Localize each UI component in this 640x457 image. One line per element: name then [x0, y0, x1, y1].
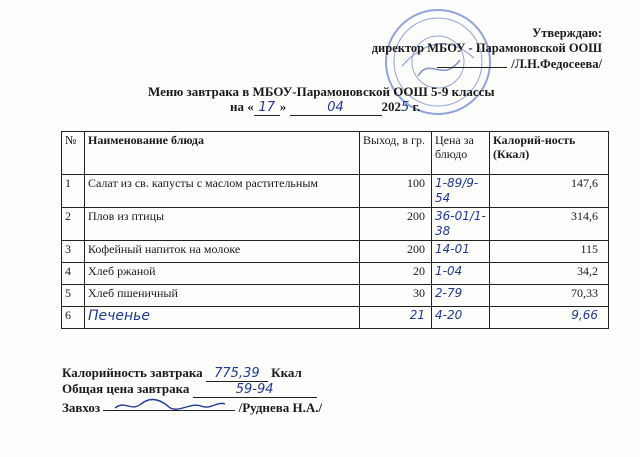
- row-price-value: 4-20: [435, 308, 463, 322]
- row-name: Салат из св. капусты с маслом растительным: [85, 175, 360, 208]
- row-output: 20: [360, 263, 432, 285]
- header-calories: Калорий-ность (Ккал): [490, 132, 609, 175]
- header-price: Цена за блюдо: [432, 132, 490, 175]
- row-price-value: 2-79: [435, 286, 463, 300]
- date-open-quote: на «: [230, 99, 254, 114]
- row-output: 100: [360, 175, 432, 208]
- date-year-prefix: 202: [381, 99, 401, 114]
- row-calories: 70,33: [490, 285, 609, 307]
- row-name: [85, 307, 360, 329]
- manager-line: [62, 398, 322, 415]
- row-output: 200: [360, 241, 432, 263]
- row-name: Хлеб пшеничный: [85, 285, 360, 307]
- table-header-row: [62, 132, 609, 175]
- row-calories-value: 9,66: [571, 308, 598, 322]
- manager-label: Завхоз: [62, 400, 101, 415]
- header-output: Выход, в гр.: [360, 132, 432, 175]
- row-num: 2: [62, 208, 85, 241]
- header-num: №: [62, 132, 85, 175]
- row-num: 6: [62, 307, 85, 329]
- approval-block: [372, 26, 602, 72]
- manager-signature: [103, 398, 235, 411]
- row-output-value: 21: [409, 308, 425, 322]
- manager-name: /Руднева Н.А./: [238, 400, 323, 415]
- row-price-value: 1-89/9-54: [435, 176, 479, 205]
- header-name: Наименование блюда: [85, 132, 360, 175]
- calories-value: 775,39: [206, 367, 268, 382]
- menu-title-text: Меню завтрака в МБОУ-Парамоновской ООШ 5-9 классы: [148, 84, 495, 99]
- table-row: [62, 208, 609, 241]
- row-price: [432, 175, 490, 208]
- date-year-digit: 5: [401, 100, 410, 115]
- handwritten-signature-icon: [109, 398, 229, 412]
- approval-position: директор МБОУ - Парамоновской ООШ: [371, 41, 602, 55]
- row-price: [432, 285, 490, 307]
- row-name: Кофейный напиток на молоке: [85, 241, 360, 263]
- row-output: 200: [360, 208, 432, 241]
- table-row: [62, 263, 609, 285]
- menu-title: [148, 84, 495, 116]
- calories-label: Калорийность завтрака: [62, 365, 203, 380]
- row-name-value: Печенье: [88, 308, 151, 324]
- approval-director-name: /Л.Н.Федосеева/: [511, 57, 602, 71]
- date-day: 17: [254, 100, 280, 116]
- row-num: 4: [62, 263, 85, 285]
- row-output: 30: [360, 285, 432, 307]
- price-summary: [62, 382, 322, 398]
- row-price-value: 36-01/1-38: [435, 209, 486, 238]
- menu-date: [148, 99, 495, 116]
- row-price: [432, 307, 490, 329]
- row-calories: [490, 307, 609, 329]
- row-num: 5: [62, 285, 85, 307]
- row-calories: 34,2: [490, 263, 609, 285]
- row-num: 1: [62, 175, 85, 208]
- row-num: 3: [62, 241, 85, 263]
- date-close-quote: »: [279, 99, 287, 114]
- calories-unit: Ккал: [271, 365, 302, 380]
- signature-line: [437, 56, 507, 68]
- menu-table: [61, 131, 609, 329]
- date-year-suffix: г.: [409, 99, 421, 114]
- row-calories: 314,6: [490, 208, 609, 241]
- approval-heading: Утверждаю:: [532, 26, 602, 40]
- table-row: [62, 307, 609, 329]
- row-price: [432, 263, 490, 285]
- row-name: Хлеб ржаной: [85, 263, 360, 285]
- row-price: [432, 241, 490, 263]
- price-value: 59-94: [193, 383, 317, 398]
- row-price-value: 14-01: [435, 242, 470, 256]
- row-calories: 147,6: [490, 175, 609, 208]
- row-price: [432, 208, 490, 241]
- summary-block: [62, 366, 322, 415]
- price-label: Общая цена завтрака: [62, 381, 190, 396]
- calories-summary: [62, 366, 322, 382]
- table-row: [62, 285, 609, 307]
- date-month: 04: [290, 100, 382, 116]
- approval-signatory: [372, 56, 602, 72]
- row-output: [360, 307, 432, 329]
- row-price-value: 1-04: [435, 264, 463, 278]
- row-calories: 115: [490, 241, 609, 263]
- row-name: Плов из птицы: [85, 208, 360, 241]
- table-row: [62, 241, 609, 263]
- table-row: [62, 175, 609, 208]
